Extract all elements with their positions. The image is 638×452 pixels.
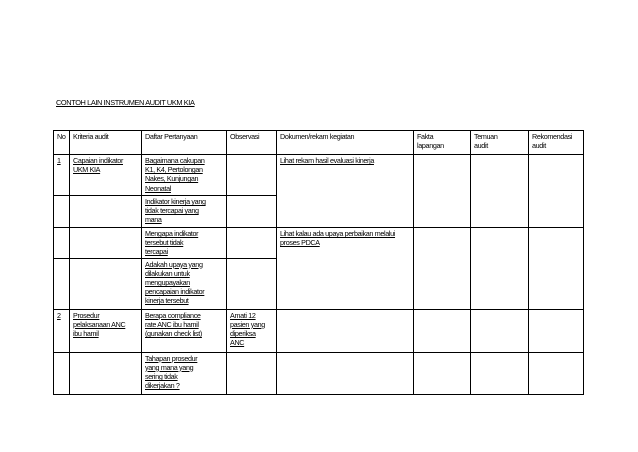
cell-temuan <box>471 155 529 228</box>
cell-observasi <box>227 258 277 309</box>
cell-observasi <box>227 352 277 394</box>
cell-pertanyaan: Indikator kinerja yang tidak tercapai yang mana <box>142 196 227 228</box>
cell-pertanyaan: Mengapa indikator tersebut tidak tercapai <box>142 228 227 259</box>
cell-observasi <box>227 228 277 259</box>
cell-pertanyaan: Berapa compliance rate ANC ibu hamil (gunakan check list) <box>142 309 227 352</box>
cell-rekomendasi <box>529 352 584 394</box>
cell-dokumen <box>277 352 414 394</box>
table-row <box>54 309 584 352</box>
cell-kriteria <box>70 196 142 228</box>
cell-kriteria: Prosedur pelaksanaan ANC ibu hamil <box>70 309 142 352</box>
cell-fakta <box>414 155 471 228</box>
cell-no: 2 <box>54 309 70 352</box>
cell-no: 1 <box>54 155 70 196</box>
cell-no <box>54 196 70 228</box>
cell-rekomendasi <box>529 309 584 352</box>
header-dokumen: Dokumen/rekam kegiatan <box>277 131 414 155</box>
cell-fakta <box>414 309 471 352</box>
header-kriteria: Kriteria audit <box>70 131 142 155</box>
cell-pertanyaan: Adakah upaya yang dilakukan untuk mengupayakan pencapaian indikator kinerja tersebut <box>142 258 227 309</box>
cell-fakta <box>414 352 471 394</box>
cell-dokumen: Lihat kalau ada upaya perbaikan melalui proses PDCA <box>277 228 414 310</box>
cell-fakta <box>414 228 471 310</box>
cell-rekomendasi <box>529 155 584 228</box>
header-pertanyaan: Daftar Pertanyaan <box>142 131 227 155</box>
cell-no <box>54 228 70 259</box>
table-header-row <box>54 131 584 155</box>
header-observasi: Observasi <box>227 131 277 155</box>
header-no: No <box>54 131 70 155</box>
header-fakta: Fakta lapangan <box>414 131 471 155</box>
cell-dokumen: Lihat rekam hasil evaluasi kinerja <box>277 155 414 228</box>
cell-kriteria: Capaian indikator UKM KIA <box>70 155 142 196</box>
document-title: CONTOH LAIN INSTRUMEN AUDIT UKM KIA <box>56 98 195 107</box>
cell-dokumen <box>277 309 414 352</box>
cell-kriteria <box>70 352 142 394</box>
header-rekomendasi: Rekomendasi audit <box>529 131 584 155</box>
cell-kriteria <box>70 228 142 259</box>
table-row <box>54 228 584 259</box>
cell-observasi: Amati 12 pasien yang diperiksa ANC <box>227 309 277 352</box>
cell-rekomendasi <box>529 228 584 310</box>
cell-temuan <box>471 309 529 352</box>
header-temuan: Temuan audit <box>471 131 529 155</box>
cell-observasi <box>227 196 277 228</box>
cell-temuan <box>471 352 529 394</box>
table-row <box>54 155 584 196</box>
cell-no <box>54 258 70 309</box>
cell-observasi <box>227 155 277 196</box>
cell-no <box>54 352 70 394</box>
cell-pertanyaan: Bagaimana cakupan K1, K4, Pertolongan Nakes, Kunjungan Neonatal <box>142 155 227 196</box>
cell-kriteria <box>70 258 142 309</box>
cell-pertanyaan: Tahapan prosedur yang mana yang sering tidak dikerjakan ? <box>142 352 227 394</box>
cell-temuan <box>471 228 529 310</box>
table-row <box>54 352 584 394</box>
audit-instrument-table <box>53 130 584 395</box>
